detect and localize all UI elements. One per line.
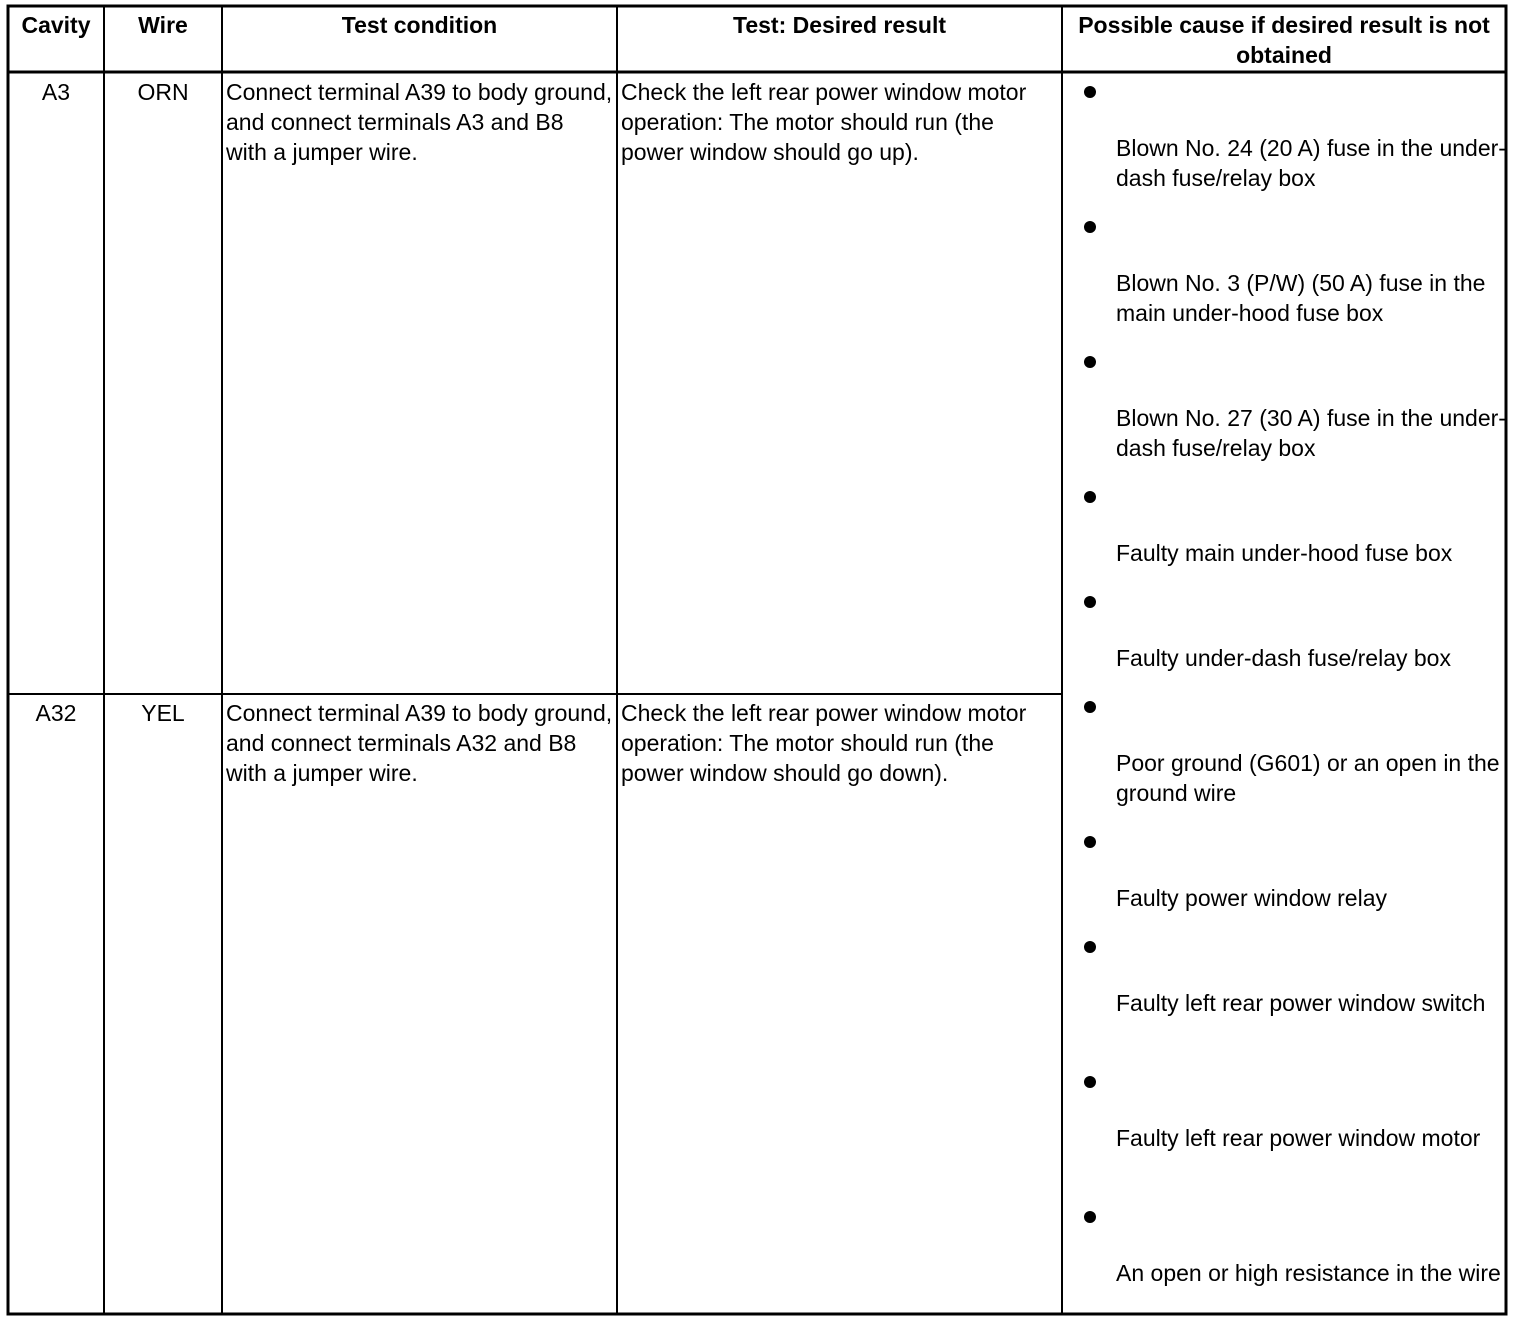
bullet-icon bbox=[1084, 836, 1096, 848]
cause-text: Blown No. 27 (30 A) fuse in the under-dash fuse/relay box bbox=[1116, 405, 1506, 461]
cause-text: Faulty under-dash fuse/relay box bbox=[1116, 645, 1451, 671]
bullet-icon bbox=[1084, 941, 1096, 953]
bullet-icon bbox=[1084, 701, 1096, 713]
bullet-icon bbox=[1084, 596, 1096, 608]
bullet-icon bbox=[1084, 86, 1096, 98]
header-cavity: Cavity bbox=[21, 12, 91, 38]
cause-text: Faulty left rear power window switch bbox=[1116, 990, 1486, 1016]
bullet-icon bbox=[1084, 221, 1096, 233]
bullet-icon bbox=[1084, 356, 1096, 368]
cause-text: Faulty left rear power window motor bbox=[1116, 1125, 1481, 1151]
cause-text: Blown No. 3 (P/W) (50 A) fuse in the main under-hood fuse box bbox=[1116, 270, 1486, 326]
cause-text: Faulty main under-hood fuse box bbox=[1116, 540, 1453, 566]
cause-text: Blown No. 24 (20 A) fuse in the under-dash fuse/relay box bbox=[1116, 135, 1506, 191]
header-wire: Wire bbox=[138, 12, 188, 38]
cell-wire: ORN bbox=[137, 79, 189, 105]
cause-text: Poor ground (G601) or an open in the ground wire bbox=[1116, 750, 1500, 806]
header-desired-result: Test: Desired result bbox=[732, 12, 947, 38]
header-test-condition: Test condition bbox=[341, 12, 498, 38]
bullet-icon bbox=[1084, 1211, 1096, 1223]
cell-desired-result: Check the left rear power window motor operation: The motor should run (the power window should go up). bbox=[621, 79, 1033, 165]
cell-desired-result: Check the left rear power window motor operation: The motor should run (the power window should go down). bbox=[621, 700, 1033, 786]
cell-test-condition: Connect terminal A39 to body ground, and connect terminals A3 and B8 with a jumper wire. bbox=[226, 79, 619, 165]
cell-cavity: A32 bbox=[35, 700, 77, 726]
header-possible-cause: Possible cause if desired result is not obtained bbox=[1078, 12, 1490, 68]
cell-test-condition: Connect terminal A39 to body ground, and connect terminals A32 and B8 with a jumper wire. bbox=[226, 700, 619, 786]
cell-wire: YEL bbox=[141, 700, 185, 726]
cell-cavity: A3 bbox=[41, 79, 71, 105]
bullet-icon bbox=[1084, 491, 1096, 503]
cause-text: Faulty power window relay bbox=[1116, 885, 1388, 911]
bullet-icon bbox=[1084, 1076, 1096, 1088]
cause-text: An open or high resistance in the wire bbox=[1116, 1260, 1501, 1286]
